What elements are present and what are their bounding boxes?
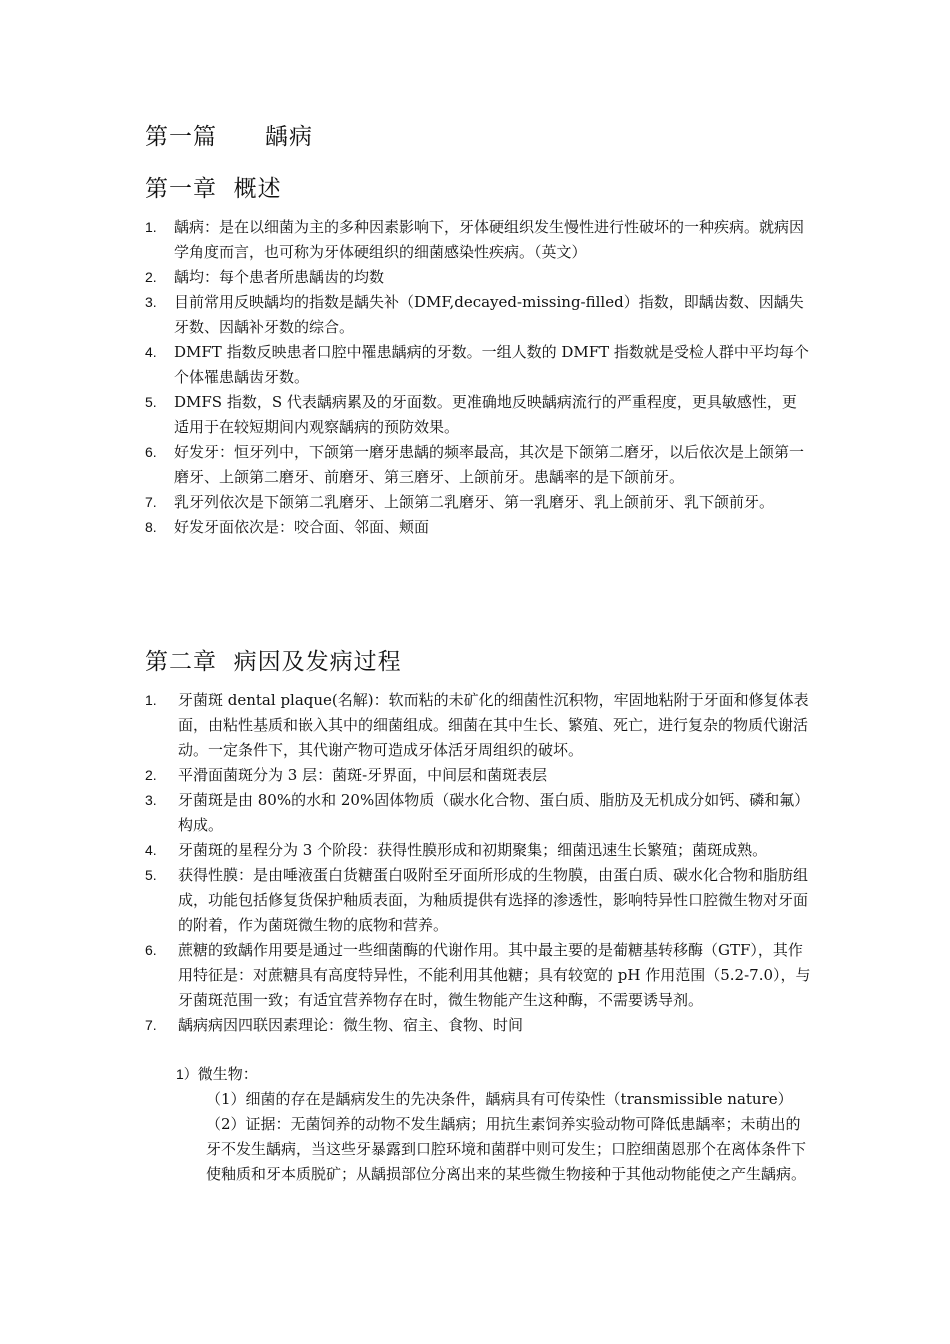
list-item: 5. DMFS 指数，S 代表龋病累及的牙面数。更准确地反映龋病流行的严重程度，更具敏感性，更适用于在较短期间内观察龋病的预防效果。 bbox=[145, 393, 797, 436]
part-title: 第一篇 龋病 bbox=[145, 124, 313, 150]
list-item: 1. 牙菌斑 dental plaque(名解)：软而粘的未矿化的细菌性沉积物，牢固地粘附于牙面和修复体表面，由粘性基质和嵌入其中的细菌组成。细菌在其中生长、繁殖、死亡，进行复杂的物质代谢活动。一定条件下，其代谢产物可造成牙体活牙周组织的破坏。 bbox=[145, 691, 809, 759]
chapter1-title: 第一章 概述 bbox=[145, 176, 282, 202]
chapter1-list bbox=[0, 215, 810, 540]
list-item: 7. 龋病病因四联因素理论：微生物、宿主、食物、时间 bbox=[145, 1016, 524, 1034]
list-item: 6. 蔗糖的致龋作用要是通过一些细菌酶的代谢作用。其中最主要的是葡糖基转移酶（GTF），其作用特征是：对蔗糖具有高度特异性，不能利用其他糖；具有较宽的 pH 作用范围（5.2-7.0），与牙菌斑范围一致；有适宜营养物存在时，微生物能产生这种酶，不需要诱导剂。 bbox=[145, 941, 811, 1009]
sub-items bbox=[206, 1087, 812, 1187]
sub-item: （1）细菌的存在是龋病发生的先决条件，龋病具有可传染性（transmissible nature） bbox=[206, 1090, 793, 1108]
sub-heading: 1）微生物： bbox=[176, 1065, 258, 1083]
list-item: 8. 好发牙面依次是：咬合面、邻面、颊面 bbox=[145, 518, 430, 536]
list-item: 3. 牙菌斑是由 80%的水和 20%固体物质（碳水化合物、蛋白质、脂肪及无机成分如钙、磷和氟）构成。 bbox=[145, 791, 810, 834]
list-item: 2. 平滑面菌斑分为 3 层：菌斑-牙界面，中间层和菌斑表层 bbox=[145, 766, 548, 784]
chapter2-title: 第二章 病因及发病过程 bbox=[145, 649, 402, 675]
list-item: 2. 龋均：每个患者所患龋齿的均数 bbox=[145, 268, 385, 286]
chapter2-list bbox=[0, 688, 812, 1038]
list-item: 7. 乳牙列依次是下颌第二乳磨牙、上颌第二乳磨牙、第一乳磨牙、乳上颌前牙、乳下颌前牙。 bbox=[145, 493, 775, 511]
sub-item: （2）证据：无菌饲养的动物不发生龋病；用抗生素饲养实验动物可降低患龋率；未萌出的牙不发生龋病，当这些牙暴露到口腔环境和菌群中则可发生；口腔细菌恩那个在离体条件下使釉质和牙本质脱矿；从龋损部位分离出来的某些微生物接种于其他动物能使之产生龋病。 bbox=[206, 1115, 807, 1183]
list-item: 4. DMFT 指数反映患者口腔中罹患龋病的牙数。一组人数的 DMFT 指数就是受检人群中平均每个个体罹患龋齿牙数。 bbox=[145, 343, 809, 386]
list-item: 5. 获得性膜：是由唾液蛋白货糖蛋白吸附至牙面所形成的生物膜，由蛋白质、碳水化合物和脂肪组成，功能包括修复货保护釉质表面，为釉质提供有选择的渗透性，影响特异性口腔微生物对牙面的附着，作为菌斑微生物的底物和营养。 bbox=[145, 866, 809, 934]
list-item: 6. 好发牙：恒牙列中，下颌第一磨牙患龋的频率最高，其次是下颌第二磨牙，以后依次是上颌第一磨牙、上颌第二磨牙、前磨牙、第三磨牙、上颌前牙。患龋率的是下颌前牙。 bbox=[145, 443, 805, 486]
list-item: 3. 目前常用反映龋均的指数是龋失补（DMF,decayed-missing-filled）指数，即龋齿数、因龋失牙数、因龋补牙数的综合。 bbox=[145, 293, 804, 336]
list-item: 4. 牙菌斑的星程分为 3 个阶段：获得性膜形成和初期聚集；细菌迅速生长繁殖；菌斑成熟。 bbox=[145, 841, 768, 859]
list-item: 1. 龋病：是在以细菌为主的多种因素影响下，牙体硬组织发生慢性进行性破坏的一种疾病。就病因学角度而言，也可称为牙体硬组织的细菌感染性疾病。（英文） bbox=[145, 218, 805, 261]
